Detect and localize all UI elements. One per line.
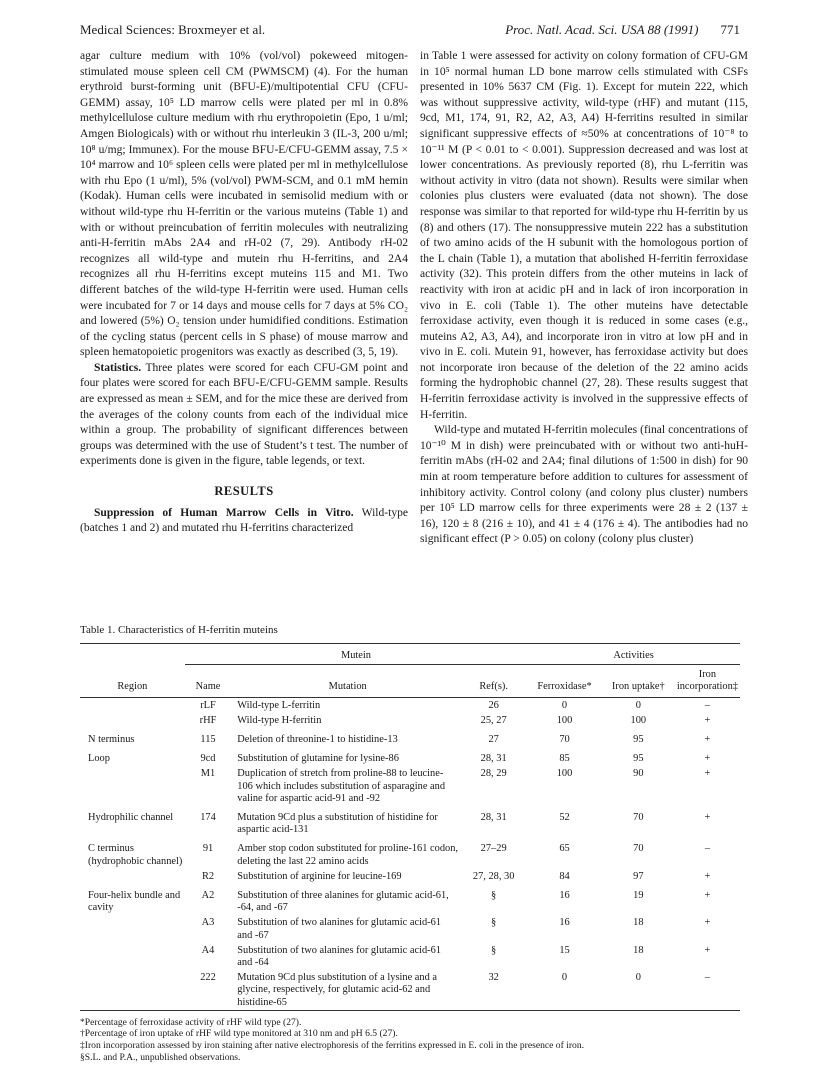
refs-cell: 26 <box>488 699 499 711</box>
refs-cell: 28, 29 <box>480 768 507 780</box>
results-paragraph-2: Wild-type and mutated H-ferritin molecules (final concentrations of 10⁻¹⁰ M in dish) were preincubated with or without two anti-huH-ferritin mAbs (rH-02 and 2A4; final dilutions of 1:500 in dish) for 90 min at room temperature before addition to cultures for assessment of inhibitory activity. Control colony (and colony plus cluster) numbers per 10⁵ LD marrow cells for three experiments were 28 ± 2 (137 ± 16), 120 ± 8 (216 ± 10), and 41 ± 4 (176 ± 4). The antibodies had no significant effect (P > 0.05) on colony (colony plus cluster) <box>420 424 748 546</box>
ferroxidase-cell: 52 <box>559 812 570 824</box>
refs-cell: 28, 31 <box>480 812 507 824</box>
name-cell: 9cd <box>200 753 216 765</box>
table-row <box>80 884 740 915</box>
region-cell: Loop <box>88 753 110 765</box>
mutation-cell: Mutation 9Cd plus substitution of a lysine and a glycine, respectively, for glutamic acid-62 and histidine-65 <box>237 972 437 1008</box>
header-citation <box>505 22 740 38</box>
iron-uptake-cell: 0 <box>635 699 641 711</box>
ferroxidase-cell: 0 <box>561 699 568 711</box>
mutein-group-header: Mutein <box>185 644 527 665</box>
suppression-heading: Suppression of Human Marrow Cells in Vitro. <box>94 506 354 519</box>
table-footnotes <box>80 1014 740 1063</box>
statistics-heading: Statistics. <box>94 361 142 374</box>
iron-uptake-cell: 100 <box>630 714 647 726</box>
mutation-cell: Mutation 9Cd plus a substitution of histidine for aspartic acid-131 <box>237 812 438 836</box>
mutation-cell: Deletion of threonine-1 to histidine-13 <box>237 734 398 746</box>
region-cell <box>80 713 185 728</box>
ferroxidase-cell: 85 <box>559 753 570 765</box>
refs-cell: 28, 31 <box>480 753 507 765</box>
incorporation-cell: + <box>704 944 711 956</box>
region-cell: Hydrophilic channel <box>88 812 174 824</box>
refs-header: Ref(s). <box>479 681 508 693</box>
ferroxidase-header: Ferroxidase* <box>537 681 592 693</box>
mutation-cell: Wild-type H-ferritin <box>237 714 322 726</box>
running-header <box>80 22 740 42</box>
iron-uptake-cell: 19 <box>633 890 644 902</box>
ferroxidase-cell: 15 <box>559 944 570 956</box>
footnote: ‡Iron incorporation assessed by iron staining after native electrophoresis of the ferritins expressed in E. coli in the presence of iron. <box>80 1040 585 1052</box>
name-cell: 222 <box>200 972 216 984</box>
incorporation-cell: + <box>704 870 711 882</box>
name-cell: M1 <box>200 768 216 780</box>
left-column <box>80 49 408 537</box>
incorporation-cell: + <box>704 890 711 902</box>
iron-uptake-cell: 70 <box>633 843 644 855</box>
ferroxidase-cell: 0 <box>561 972 568 984</box>
mutation-cell: Substitution of glutamine for lysine-86 <box>237 753 399 765</box>
table-row <box>80 869 740 884</box>
iron-uptake-header: Iron uptake† <box>611 681 665 693</box>
refs-cell: 27–29 <box>480 843 507 855</box>
mutation-cell: Wild-type L-ferritin <box>237 699 321 711</box>
table-title: Table 1. Characteristics of H-ferritin muteins <box>80 624 278 636</box>
right-column <box>420 49 748 548</box>
footnote: †Percentage of iron uptake of rHF wild type monitored at 310 nm and pH 6.5 (27). <box>80 1028 398 1040</box>
iron-uptake-cell: 95 <box>633 734 644 746</box>
ferroxidase-cell: 16 <box>559 917 570 929</box>
mutation-cell: Substitution of two alanines for glutamic acid-61 and -67 <box>237 917 441 941</box>
incorporation-cell: + <box>704 812 711 824</box>
ferroxidase-cell: 16 <box>559 890 570 902</box>
mutation-cell: Substitution of three alanines for glutamic acid-61, -64, and -67 <box>237 890 449 914</box>
table-row <box>80 713 740 728</box>
table-row <box>80 728 740 747</box>
incorporation-cell: + <box>704 768 711 780</box>
incorporation-cell: + <box>704 753 711 765</box>
table-1 <box>80 624 740 1063</box>
name-cell: A2 <box>201 890 215 902</box>
table-row <box>80 806 740 837</box>
table-bottom-rule <box>80 1010 740 1011</box>
region-cell <box>80 915 185 942</box>
refs-cell: 27, 28, 30 <box>472 870 515 882</box>
region-cell <box>80 943 185 970</box>
iron-uptake-cell: 90 <box>633 768 644 780</box>
mutation-cell: Duplication of stretch from proline-88 to leucine-106 which includes substitution of asparagine and valine for aspartic acid-91 and -92 <box>237 768 446 804</box>
name-cell: 115 <box>200 734 216 746</box>
mutation-cell: Amber stop codon substituted for proline-161 codon, deleting the last 22 amino acids <box>237 843 459 867</box>
statistics-paragraph <box>80 361 408 470</box>
iron-uptake-cell: 0 <box>635 972 641 984</box>
iron-uptake-cell: 18 <box>633 944 644 956</box>
refs-cell: § <box>491 917 497 929</box>
incorporation-cell: – <box>704 699 711 711</box>
mutation-header: Mutation <box>328 681 367 693</box>
name-cell: A3 <box>201 917 215 929</box>
table-row <box>80 766 740 806</box>
suppression-paragraph <box>80 506 408 537</box>
footnote: §S.L. and P.A., unpublished observations. <box>80 1051 241 1063</box>
footnote: *Percentage of ferroxidase activity of rHF wild type (27). <box>80 1016 302 1028</box>
region-cell: Four-helix bundle and cavity <box>88 890 181 914</box>
table-row <box>80 697 740 713</box>
table-row <box>80 970 740 1010</box>
table-row <box>80 837 740 868</box>
name-cell: rHF <box>199 714 217 726</box>
table-body <box>80 697 740 1010</box>
name-cell: 174 <box>200 812 216 824</box>
incorporation-cell: + <box>704 734 711 746</box>
statistics-body: Three plates were scored for each CFU-GM point and four plates were scored for each BFU-E/CFU-GEMM sample. Results are expressed as mean ± SEM, and for the mice these are derived from the averages of the colony counts from each of the individual mice within a group. The probability of significant differences between groups was determined with the use of Student’s t test. The number of experiments done is given in the figure, table legends, or text. <box>80 361 408 468</box>
header-journal-section: Medical Sciences: Broxmeyer et al. <box>80 22 266 37</box>
ferroxidase-cell: 65 <box>559 843 570 855</box>
table-row <box>80 915 740 942</box>
results-paragraph-1: in Table 1 were assessed for activity on colony formation of CFU-GM in 10⁵ normal human LD bone marrow cells stimulated with CSFs presented in 10% 5637 CM (Fig. 1). Except for mutein 222, which was without suppressive activity, wild-type (rHF) and mutant (115, 9cd, M1, 174, 91, R2, A2, A3, A4) H-ferritins resulted in similar significant suppressive effects of ≈50% at concentrations of 10⁻⁸ to 10⁻¹¹ M (P < 0.01 to < 0.001). Suppression decreased and was lost at lower concentrations. As previously reported (8), rhu L-ferritin was without activity in vitro (data not shown). Results were similar when colonies plus clusters were evaluated (data not shown). The dose response was similar to that reported for wild-type rhu H-ferritin by us (8) and others (17). The nonsuppressive mutein 222 has a substitution of two amino acids of the H subunit with the homologous portion of the L chain (Table 1), a mutation that abolished H-ferritin ferroxidase activity (32). This protein differs from the other muteins in lack of reactivity with iron at acidic pH and in lack of iron incorporation in vivo in E. coli (Table 1). The other muteins have detectable ferroxidase activity, even though it is reduced in some cases (e.g., muteins A2, A3, A4), and incorporate iron in vitro at low pH and in vivo in E. coli. Mutein 91, however, has ferroxidase activity but does not incorporate iron because of the deletion of the 22 amino acids forming the hydrophobic channel (27, 28). These results suggest that H-ferritin ferroxidase activity is involved in the suppressive effects of H-ferritin. <box>420 50 748 421</box>
iron-incorporation-header: Iron incorporation‡ <box>676 669 738 693</box>
page-number: 771 <box>720 22 740 37</box>
incorporation-cell: + <box>704 917 711 929</box>
region-cell: N terminus <box>88 734 135 746</box>
incorporation-cell: + <box>704 714 711 726</box>
ferroxidase-cell: 100 <box>556 714 573 726</box>
ferroxidase-cell: 100 <box>556 768 573 780</box>
iron-uptake-cell: 18 <box>633 917 644 929</box>
refs-cell: 27 <box>488 734 499 746</box>
header-journal: Proc. Natl. Acad. Sci. USA 88 (1991) <box>505 22 699 37</box>
iron-uptake-cell: 70 <box>633 812 644 824</box>
results-heading: RESULTS <box>214 484 274 499</box>
region-cell: C terminus (hydrophobic channel) <box>88 843 183 867</box>
incorporation-cell: – <box>704 843 711 855</box>
suppression-body: Wild-type (batches 1 and 2) and mutated rhu H-ferritins characterized <box>80 506 408 535</box>
mutation-cell: Substitution of two alanines for glutamic acid-61 and -64 <box>237 944 441 969</box>
name-cell: 91 <box>202 843 214 855</box>
table-row <box>80 943 740 970</box>
refs-cell: § <box>491 944 497 956</box>
region-header: Region <box>117 681 148 693</box>
mutation-cell: Substitution of arginine for leucine-169 <box>237 870 402 882</box>
refs-cell: 32 <box>488 972 499 984</box>
region-cell <box>80 697 185 713</box>
iron-uptake-cell: 97 <box>633 870 644 882</box>
region-cell <box>80 766 185 806</box>
activities-group-header: Activities <box>527 644 740 665</box>
name-cell: A4 <box>201 944 215 956</box>
region-cell <box>80 970 185 1010</box>
iron-uptake-cell: 95 <box>633 753 644 765</box>
region-cell <box>80 869 185 884</box>
name-cell: rLF <box>200 699 216 711</box>
incorporation-cell: – <box>704 972 711 984</box>
refs-cell: 25, 27 <box>480 714 507 726</box>
methods-paragraph: agar culture medium with 10% (vol/vol) pokeweed mitogen-stimulated mouse spleen cell CM (PWMSCM) (4). For the human erythroid burst-forming unit (BFU-E)/multipotential CFU (CFU-GEMM) assay, 10⁵ LD marrow cells were plated per ml in 0.8% methylcellulose culture medium with rhu erythropoietin (Epo, 1 u/ml; Amgen Biologicals) with or without rhu interleukin 3 (IL-3, 200 u/ml; 10⁸ u/mg; Immunex). For the mouse BFU-E/CFU-GEMM assay, 7.5 × 10⁴ marrow and 10⁶ spleen cells were plated per ml in methylcellulose with rhu Epo (1 u/ml), 5% (vol/vol) PWM-SCM, and 0.1 mM hemin (Kodak). Human cells were incubated in semisolid medium with or without wild-type rhu H-ferritin or the various muteins (Table 1) and with or without preincubation of ferritin molecules with neutralizing anti-H-ferritin mAbs 2A4 and rH-02 (7, 29). Antibody rH-02 recognizes all wild-type and mutein rhu H-ferritins, and 2A4 recognizes all rhu H-ferritins except muteins 115 and M1. Two different batches of the wild-type H-ferritin were used. Human cells were incubated for 7 or 14 days and mouse cells for 7 days at 5% CO₂ and lowered (5%) O₂ tension under humidified conditions. Estimation of the cycling status (percent cells in S phase) of mouse marrow and spleen hematopoietic progenitors was exactly as described (3, 5, 19). <box>80 50 408 359</box>
name-cell: R2 <box>201 870 215 882</box>
name-header: Name <box>195 681 221 693</box>
ferroxidase-cell: 84 <box>559 870 570 882</box>
mutein-table <box>80 644 740 1010</box>
ferroxidase-cell: 70 <box>559 734 570 746</box>
refs-cell: § <box>491 890 497 902</box>
table-row <box>80 747 740 766</box>
